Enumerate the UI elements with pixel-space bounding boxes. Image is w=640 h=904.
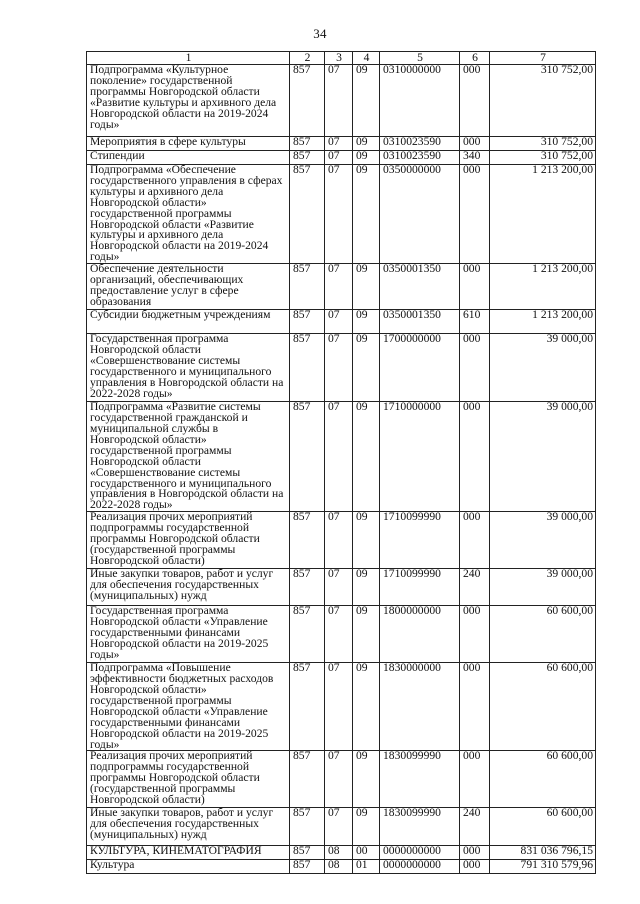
row-name: Государственная программа Новгородской области «Управление государственными финансами Новгородской области на 2019-2025 годы» bbox=[87, 606, 290, 663]
row-section: 08 bbox=[325, 860, 353, 874]
row-code: 857 bbox=[290, 402, 325, 512]
row-target-article: 0000000000 bbox=[380, 846, 460, 860]
row-section: 07 bbox=[325, 663, 353, 751]
row-code: 857 bbox=[290, 165, 325, 264]
row-target-article: 0350001350 bbox=[380, 264, 460, 310]
row-subsection: 09 bbox=[353, 569, 380, 606]
row-name: Иные закупки товаров, работ и услуг для обеспечения государственных (муниципальных) нужд bbox=[87, 569, 290, 606]
row-target-article: 1800000000 bbox=[380, 606, 460, 663]
column-header: 2 bbox=[290, 52, 325, 65]
page-number: 34 bbox=[313, 26, 327, 41]
table-row bbox=[87, 663, 596, 751]
row-subsection: 09 bbox=[353, 751, 380, 808]
row-subsection: 09 bbox=[353, 151, 380, 165]
row-amount: 831 036 796,15 bbox=[490, 846, 596, 860]
row-target-article: 0310023590 bbox=[380, 137, 460, 151]
row-name: Субсидии бюджетным учреждениям bbox=[87, 310, 290, 334]
row-target-article: 0310000000 bbox=[380, 65, 460, 137]
row-expense-type: 000 bbox=[460, 846, 490, 860]
row-amount: 310 752,00 bbox=[490, 65, 596, 137]
row-code: 857 bbox=[290, 860, 325, 874]
table-row bbox=[87, 310, 596, 334]
row-name: Реализация прочих мероприятий подпрограммы государственной программы Новгородской области (государственной программы Новгородской области) bbox=[87, 751, 290, 808]
row-expense-type: 000 bbox=[460, 264, 490, 310]
row-subsection: 09 bbox=[353, 808, 380, 846]
row-code: 857 bbox=[290, 310, 325, 334]
row-amount: 791 310 579,96 bbox=[490, 860, 596, 874]
row-amount: 310 752,00 bbox=[490, 151, 596, 165]
row-section: 07 bbox=[325, 808, 353, 846]
row-expense-type: 000 bbox=[460, 512, 490, 569]
row-target-article: 1710099990 bbox=[380, 569, 460, 606]
row-section: 08 bbox=[325, 846, 353, 860]
table-row bbox=[87, 846, 596, 860]
row-code: 857 bbox=[290, 569, 325, 606]
row-subsection: 09 bbox=[353, 402, 380, 512]
row-amount: 1 213 200,00 bbox=[490, 310, 596, 334]
row-subsection: 09 bbox=[353, 264, 380, 310]
row-subsection: 09 bbox=[353, 334, 380, 402]
row-code: 857 bbox=[290, 512, 325, 569]
row-expense-type: 610 bbox=[460, 310, 490, 334]
row-expense-type: 000 bbox=[460, 663, 490, 751]
table-row bbox=[87, 264, 596, 310]
row-subsection: 09 bbox=[353, 165, 380, 264]
table-row bbox=[87, 808, 596, 846]
table-row bbox=[87, 751, 596, 808]
table-row bbox=[87, 137, 596, 151]
row-amount: 60 600,00 bbox=[490, 751, 596, 808]
row-name: Стипендии bbox=[87, 151, 290, 165]
table-row bbox=[87, 402, 596, 512]
row-name: Подпрограмма «Развитие системы государственной гражданской и муниципальной службы в Новгородской области» государственной программы Новгородской области «Совершенствование системы государственного и муниципального управления в Новгородской области на 2022-2028 годы» bbox=[87, 402, 290, 512]
row-amount: 39 000,00 bbox=[490, 334, 596, 402]
row-section: 07 bbox=[325, 264, 353, 310]
row-section: 07 bbox=[325, 606, 353, 663]
table-row bbox=[87, 165, 596, 264]
table-row bbox=[87, 606, 596, 663]
row-expense-type: 240 bbox=[460, 569, 490, 606]
row-code: 857 bbox=[290, 334, 325, 402]
row-target-article: 1700000000 bbox=[380, 334, 460, 402]
column-header: 6 bbox=[460, 52, 490, 65]
row-amount: 1 213 200,00 bbox=[490, 264, 596, 310]
row-code: 857 bbox=[290, 151, 325, 165]
row-section: 07 bbox=[325, 137, 353, 151]
row-target-article: 1710099990 bbox=[380, 512, 460, 569]
row-name: Культура bbox=[87, 860, 290, 874]
row-amount: 39 000,00 bbox=[490, 512, 596, 569]
row-expense-type: 000 bbox=[460, 65, 490, 137]
row-section: 07 bbox=[325, 334, 353, 402]
row-amount: 1 213 200,00 bbox=[490, 165, 596, 264]
row-subsection: 09 bbox=[353, 137, 380, 151]
row-subsection: 09 bbox=[353, 512, 380, 569]
row-section: 07 bbox=[325, 751, 353, 808]
column-header: 5 bbox=[380, 52, 460, 65]
column-header: 7 bbox=[490, 52, 596, 65]
row-name: Подпрограмма «Культурное поколение» государственной программы Новгородской области «Развитие культуры и архивного дела Новгородской области на 2019-2024 годы» bbox=[87, 65, 290, 137]
budget-table bbox=[86, 51, 596, 874]
row-expense-type: 000 bbox=[460, 402, 490, 512]
table-row bbox=[87, 569, 596, 606]
row-section: 07 bbox=[325, 512, 353, 569]
row-name: Мероприятия в сфере культуры bbox=[87, 137, 290, 151]
row-target-article: 0000000000 bbox=[380, 860, 460, 874]
row-amount: 310 752,00 bbox=[490, 137, 596, 151]
row-code: 857 bbox=[290, 751, 325, 808]
table-row bbox=[87, 512, 596, 569]
row-section: 07 bbox=[325, 569, 353, 606]
row-name: КУЛЬТУРА, КИНЕМАТОГРАФИЯ bbox=[87, 846, 290, 860]
row-expense-type: 000 bbox=[460, 334, 490, 402]
row-code: 857 bbox=[290, 606, 325, 663]
row-target-article: 0350000000 bbox=[380, 165, 460, 264]
row-target-article: 1830000000 bbox=[380, 663, 460, 751]
row-name: Государственная программа Новгородской области «Совершенствование системы государственного и муниципального управления в Новгородской области на 2022-2028 годы» bbox=[87, 334, 290, 402]
row-expense-type: 000 bbox=[460, 137, 490, 151]
row-code: 857 bbox=[290, 808, 325, 846]
row-name: Иные закупки товаров, работ и услуг для обеспечения государственных (муниципальных) нужд bbox=[87, 808, 290, 846]
row-amount: 39 000,00 bbox=[490, 402, 596, 512]
row-section: 07 bbox=[325, 310, 353, 334]
row-section: 07 bbox=[325, 402, 353, 512]
row-name: Подпрограмма «Повышение эффективности бюджетных расходов Новгородской области» государственной программы Новгородской области «Управление государственными финансами Новгородской области на 2019-2025 годы» bbox=[87, 663, 290, 751]
table-row bbox=[87, 65, 596, 137]
row-target-article: 1830099990 bbox=[380, 751, 460, 808]
table-row bbox=[87, 860, 596, 874]
table-row bbox=[87, 334, 596, 402]
row-target-article: 1710000000 bbox=[380, 402, 460, 512]
row-subsection: 09 bbox=[353, 65, 380, 137]
row-subsection: 01 bbox=[353, 860, 380, 874]
row-code: 857 bbox=[290, 65, 325, 137]
row-expense-type: 000 bbox=[460, 751, 490, 808]
row-expense-type: 240 bbox=[460, 808, 490, 846]
row-subsection: 09 bbox=[353, 663, 380, 751]
row-expense-type: 000 bbox=[460, 860, 490, 874]
row-expense-type: 000 bbox=[460, 165, 490, 264]
row-target-article: 0350001350 bbox=[380, 310, 460, 334]
row-name: Обеспечение деятельности организаций, обеспечивающих предоставление услуг в сфере образования bbox=[87, 264, 290, 310]
column-header: 4 bbox=[353, 52, 380, 65]
row-amount: 60 600,00 bbox=[490, 808, 596, 846]
row-subsection: 09 bbox=[353, 310, 380, 334]
row-section: 07 bbox=[325, 151, 353, 165]
row-amount: 60 600,00 bbox=[490, 663, 596, 751]
column-header: 1 bbox=[87, 52, 290, 65]
row-amount: 60 600,00 bbox=[490, 606, 596, 663]
row-name: Подпрограмма «Обеспечение государственного управления в сферах культуры и архивного дела Новгородской области» государственной программы Новгородской области «Развитие культуры и архивного дела Новгородской области на 2019-2024 годы» bbox=[87, 165, 290, 264]
row-code: 857 bbox=[290, 846, 325, 860]
row-amount: 39 000,00 bbox=[490, 569, 596, 606]
row-code: 857 bbox=[290, 663, 325, 751]
row-name: Реализация прочих мероприятий подпрограммы государственной программы Новгородской области (государственной программы Новгородской области) bbox=[87, 512, 290, 569]
row-code: 857 bbox=[290, 137, 325, 151]
row-target-article: 1830099990 bbox=[380, 808, 460, 846]
row-section: 07 bbox=[325, 65, 353, 137]
row-section: 07 bbox=[325, 165, 353, 264]
row-expense-type: 340 bbox=[460, 151, 490, 165]
row-code: 857 bbox=[290, 264, 325, 310]
row-subsection: 00 bbox=[353, 846, 380, 860]
row-target-article: 0310023590 bbox=[380, 151, 460, 165]
column-header: 3 bbox=[325, 52, 353, 65]
row-expense-type: 000 bbox=[460, 606, 490, 663]
row-subsection: 09 bbox=[353, 606, 380, 663]
